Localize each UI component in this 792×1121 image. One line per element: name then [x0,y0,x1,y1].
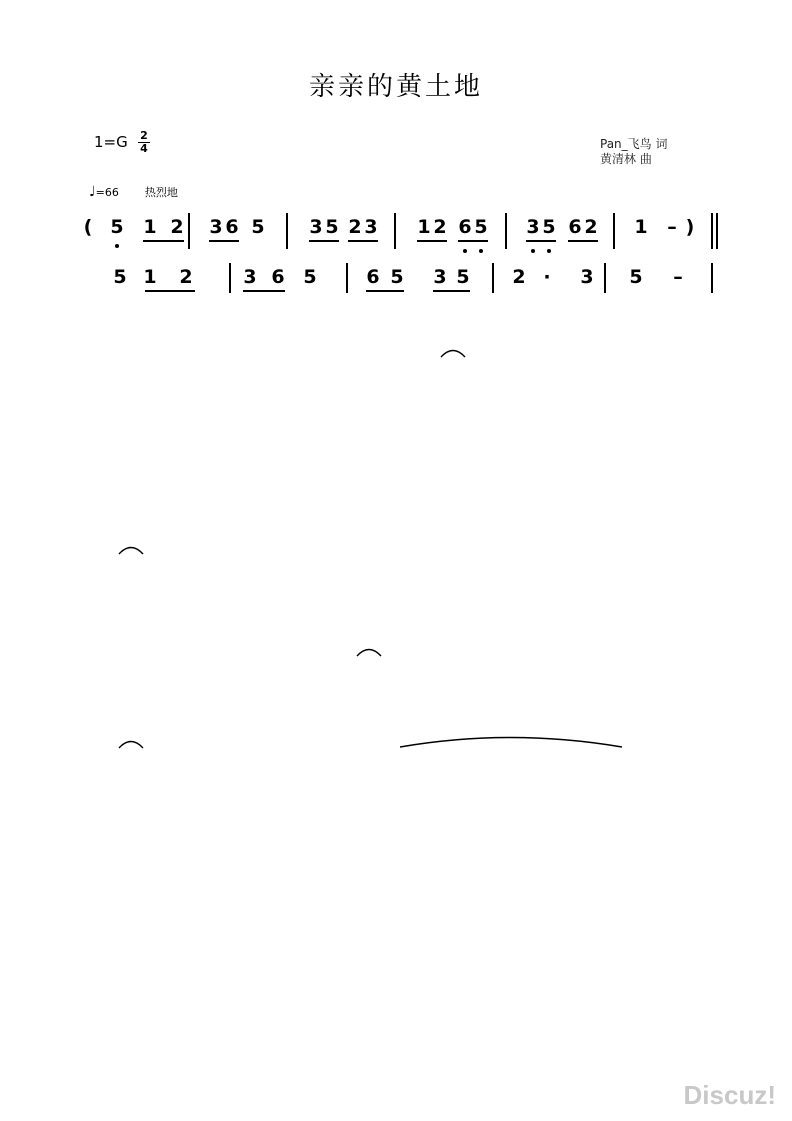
slur-arc [441,351,465,358]
note: 2 [348,216,362,238]
note: 5 [390,266,404,288]
time-signature-top: 2 [140,129,148,142]
note: 3 [243,266,257,288]
note: 3 [580,266,594,288]
barline [492,263,494,293]
note: 5 [456,266,470,288]
octave-dot-below [463,249,467,253]
expression-mark: 热烈地 [144,186,178,199]
note: 1 [634,216,648,238]
note: 5 [113,266,127,288]
tie-arc [400,738,622,748]
barline [716,213,718,249]
quarter-note-icon: ♩ [89,184,96,200]
barline [711,263,713,293]
underline [143,240,184,242]
note: 1 [143,266,157,288]
underline [417,240,447,242]
note: 3 [364,216,378,238]
time-signature [138,130,150,155]
composer-credit: 黄清林 曲 [600,152,652,166]
underline [348,240,378,242]
underline [526,240,556,242]
note: 6 [458,216,472,238]
note: 3 [433,266,447,288]
underline [309,240,339,242]
note: · [543,266,551,288]
slur-arc [357,650,381,657]
slur-arc [119,742,143,749]
tempo-marking [89,184,178,200]
note: 6 [568,216,582,238]
barline [604,263,606,293]
song-title: 亲亲的黄土地 [308,72,483,102]
note: 6 [271,266,285,288]
underline [366,290,404,292]
note: 5 [474,216,488,238]
octave-dot-below [547,249,551,253]
note: 6 [225,216,239,238]
barline [613,213,615,249]
note: 2 [170,216,184,238]
barline [286,213,288,249]
note: 2 [179,266,193,288]
octave-dot-below [479,249,483,253]
barline [505,213,507,249]
underline [433,290,470,292]
note: 3 [309,216,323,238]
staff-row [0,263,792,303]
lyricist-credit: Pan_飞鸟 词 [600,137,668,151]
octave-dot-below [115,244,119,248]
underline [458,240,488,242]
open-paren: ( [83,216,93,238]
note: 3 [209,216,223,238]
close-paren: ) [685,216,695,238]
octave-dot-below [531,249,535,253]
note: 6 [366,266,380,288]
tempo-bpm: =66 [95,186,119,199]
note: 5 [542,216,556,238]
time-signature-bottom: 4 [138,142,150,155]
barline [394,213,396,249]
barline [188,213,190,249]
key-signature: 1=G [94,133,128,151]
note: 5 [629,266,643,288]
note: 5 [110,216,124,238]
note: 1 [417,216,431,238]
underline [145,290,195,292]
underline [243,290,285,292]
lyric-line [0,299,792,321]
note: 2 [512,266,526,288]
watermark-logo: Discuz! [683,1080,776,1110]
note: 1 [143,216,157,238]
note: 5 [251,216,265,238]
note: 2 [433,216,447,238]
credits [600,137,667,167]
underline [209,240,239,242]
barline [711,213,713,249]
intro-row [0,213,792,253]
barline [229,263,231,293]
underline [568,240,598,242]
note: – [673,266,683,288]
slur-arc [119,548,143,555]
note: 5 [303,266,317,288]
barline [346,263,348,293]
note: 2 [584,216,598,238]
note: 5 [325,216,339,238]
note: – [667,216,677,238]
note: 3 [526,216,540,238]
